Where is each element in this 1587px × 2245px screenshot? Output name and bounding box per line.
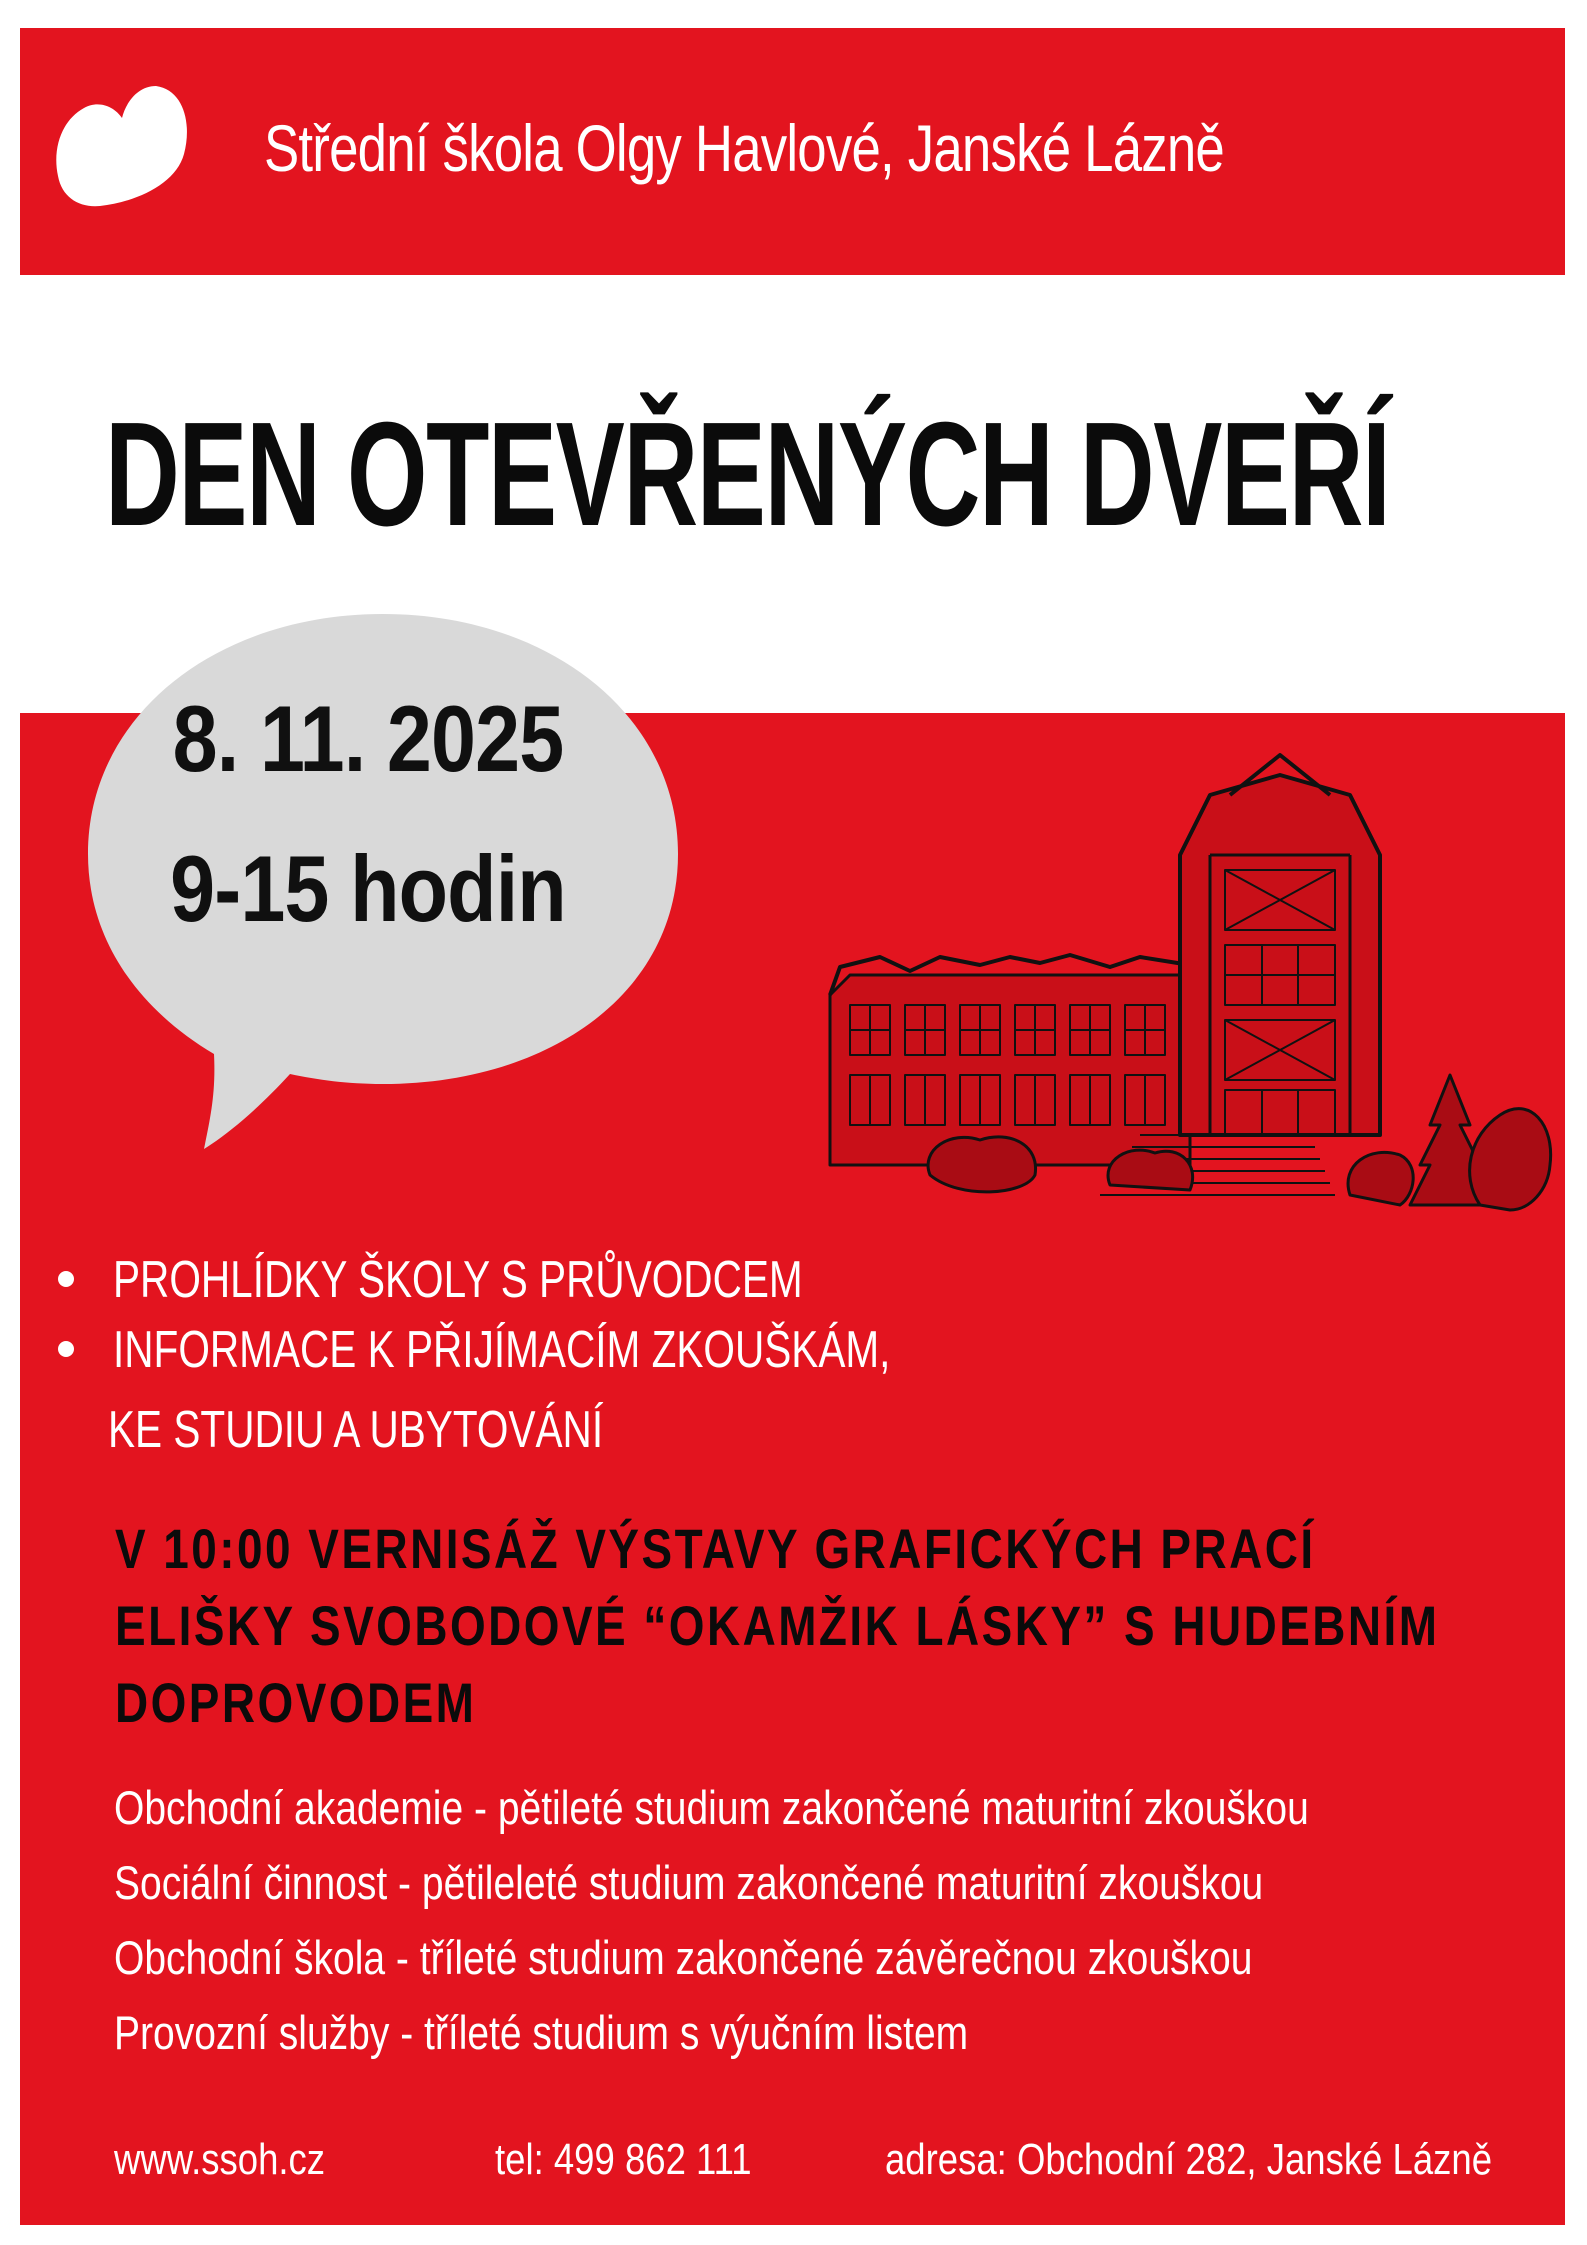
- school-building-illustration: [810, 735, 1570, 1245]
- announcement-line: V 10:00 VERNISÁŽ VÝSTAVY GRAFICKÝCH PRACÍ: [115, 1517, 1316, 1580]
- announcement-line: DOPROVODEM: [115, 1671, 477, 1734]
- event-date: 8. 11. 2025: [172, 686, 564, 791]
- program-item: Sociální činnost - pětileleté studium zakončené maturitní zkouškou: [114, 1856, 1264, 1909]
- list-item: INFORMACE K PŘIJÍMACÍM ZKOUŠKÁM,: [58, 1315, 958, 1385]
- study-programs: [114, 1770, 1554, 2070]
- event-time: 9-15 hodin: [170, 836, 566, 941]
- program-item: Obchodní akademie - pětileté studium zakončené maturitní zkouškou: [114, 1781, 1309, 1834]
- heart-icon: [52, 80, 190, 212]
- vernissage-announcement: [115, 1510, 1535, 1741]
- school-name: Střední škola Olgy Havlové, Janské Lázně: [264, 111, 1224, 185]
- list-item-continuation: KE STUDIU A UBYTOVÁNÍ: [108, 1401, 604, 1459]
- bullet-icon: [58, 1271, 74, 1287]
- program-item: Obchodní škola - tříleté studium zakončené závěrečnou zkouškou: [114, 1931, 1253, 1984]
- page-title: DEN OTEVŘENÝCH DVEŘÍ: [105, 392, 1390, 557]
- phone-number: tel: 499 862 111: [495, 2135, 752, 2184]
- announcement-line: ELIŠKY SVOBODOVÉ “OKAMŽIK LÁSKY” S HUDEBNÍM: [115, 1594, 1440, 1657]
- list-item: PROHLÍDKY ŠKOLY S PRŮVODCEM: [58, 1245, 958, 1315]
- feature-list: [58, 1245, 958, 1385]
- website-link[interactable]: www.ssoh.cz: [114, 2135, 326, 2184]
- program-item: Provozní služby - tříleté studium s výučním listem: [114, 2006, 969, 2059]
- address: adresa: Obchodní 282, Janské Lázně: [885, 2135, 1493, 2184]
- bullet-icon: [58, 1341, 74, 1357]
